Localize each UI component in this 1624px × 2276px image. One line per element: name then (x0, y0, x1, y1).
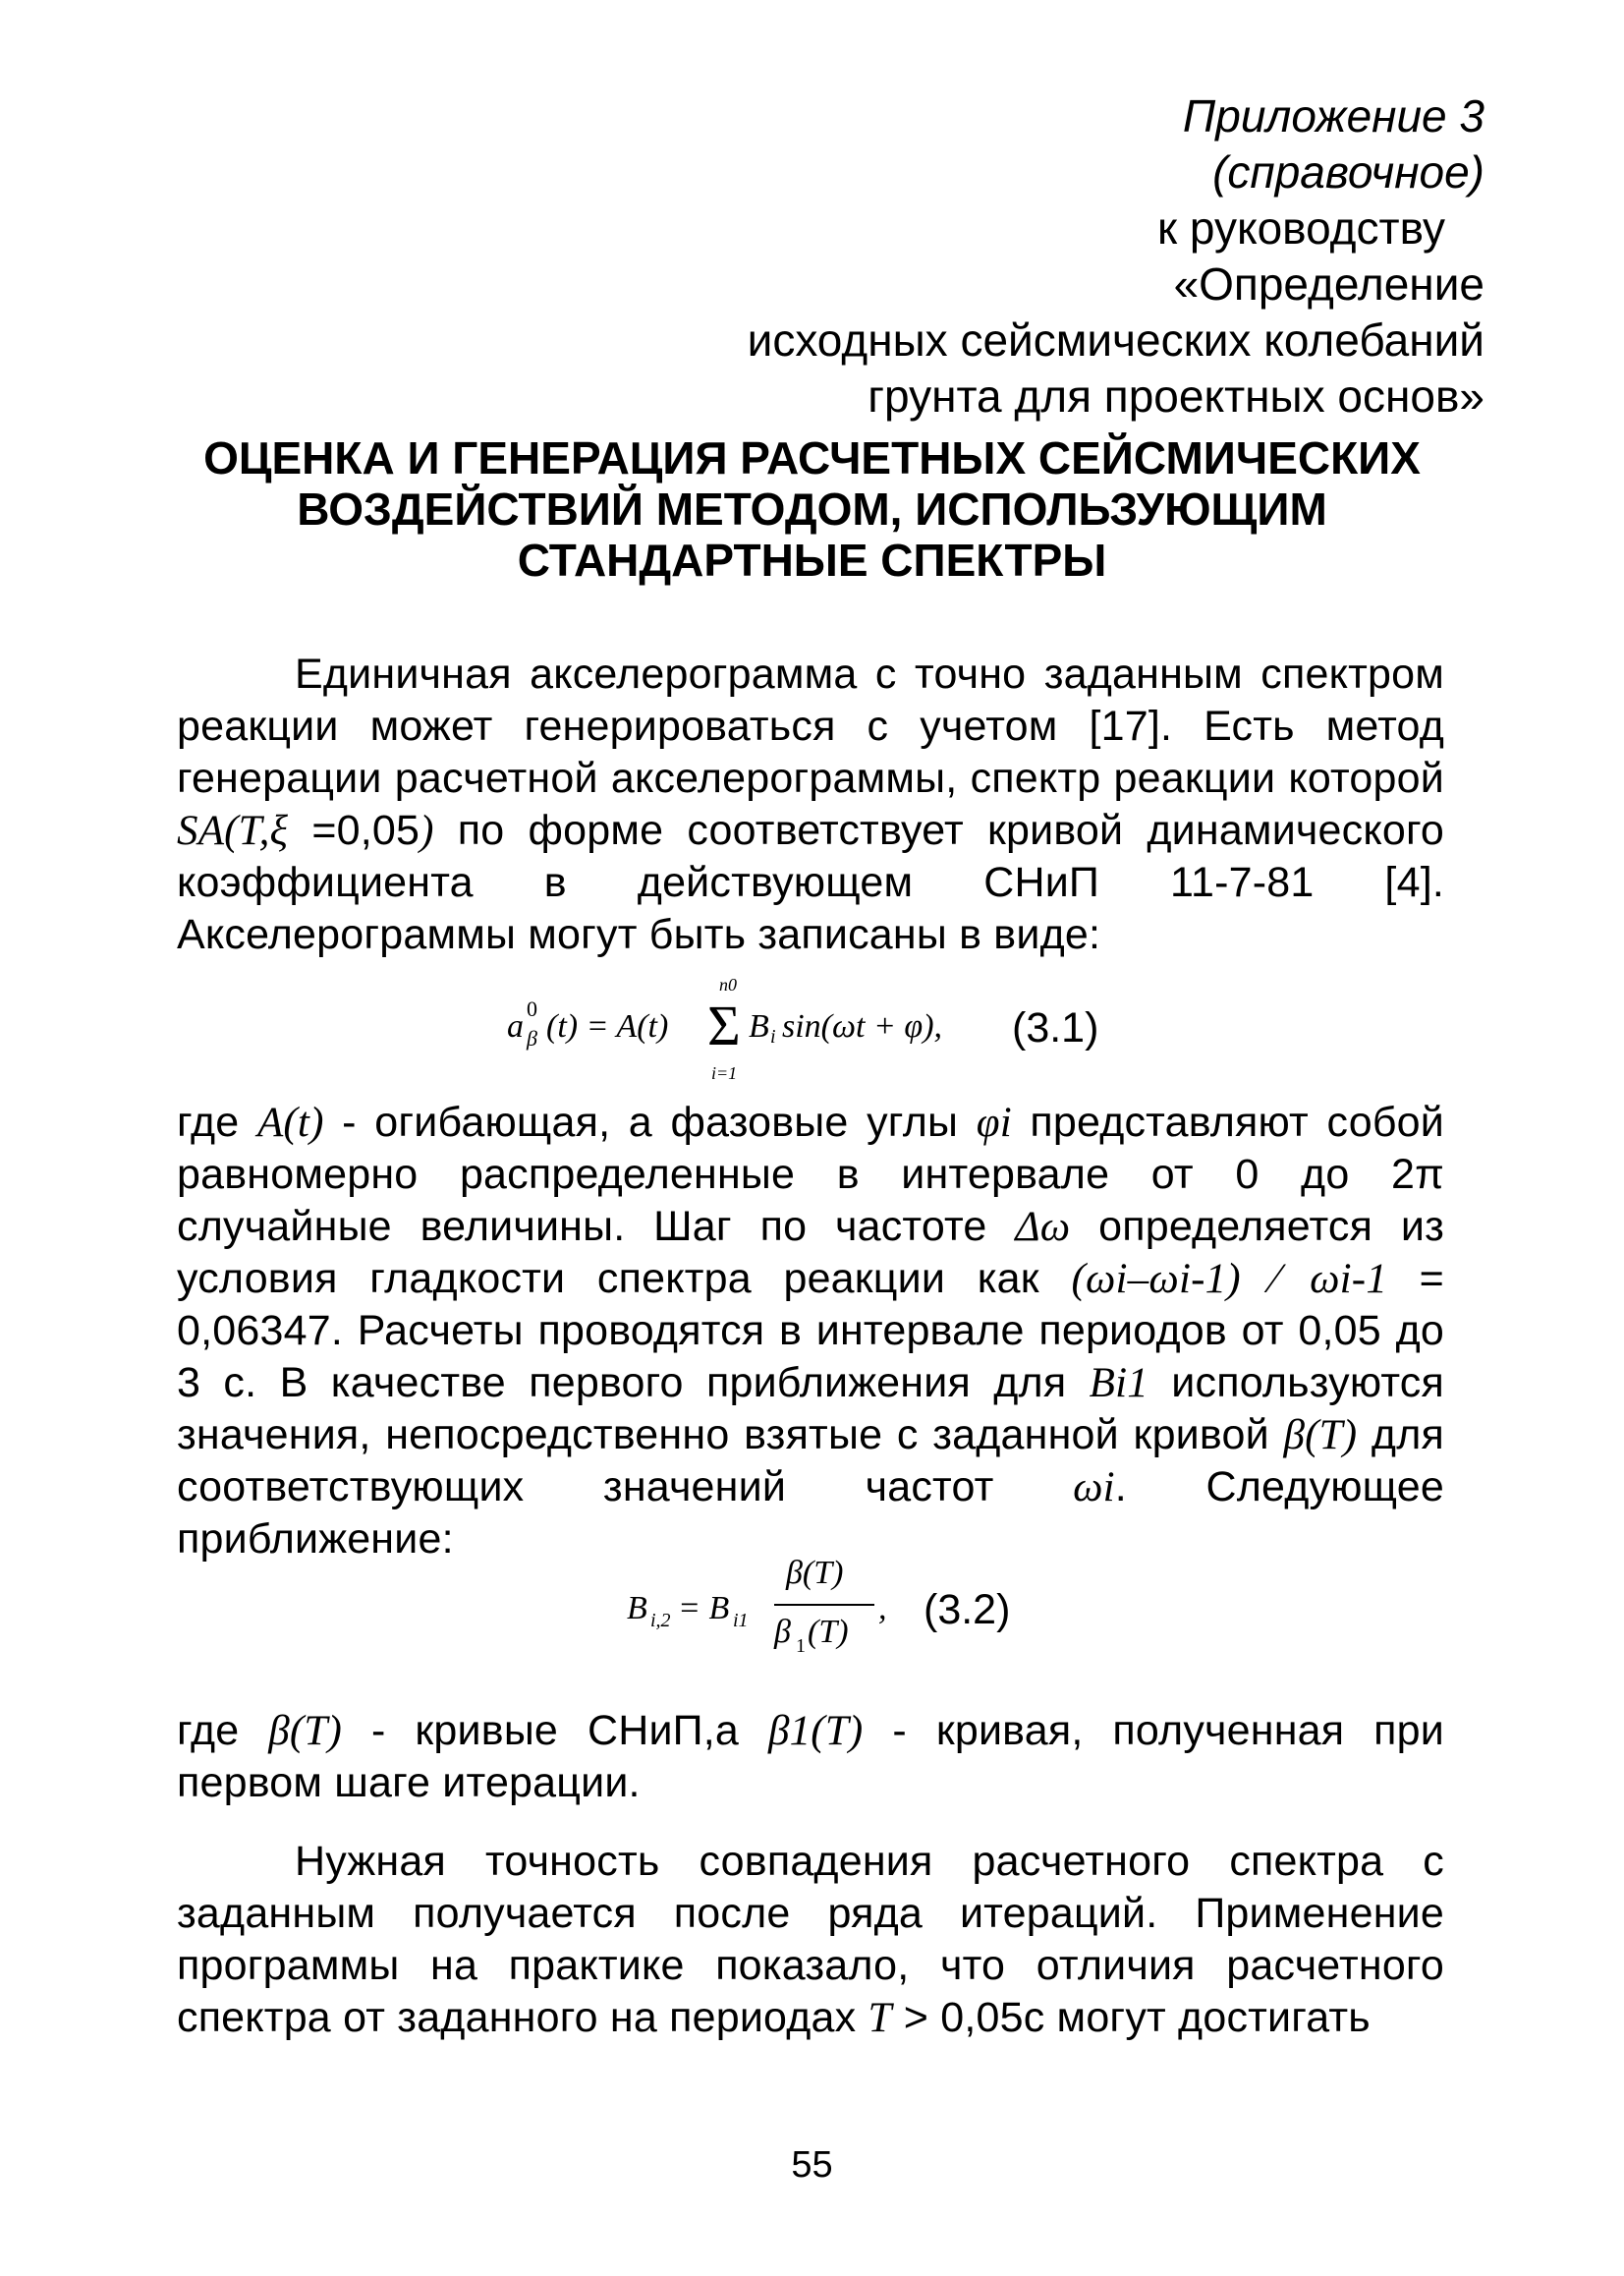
paragraph-3-text-a: где (177, 1707, 269, 1754)
symbol-sa: SA(T,ξ (177, 808, 289, 854)
appendix-header (600, 88, 1484, 425)
paragraph-2-text-c: представляют собой равномерно распределенные в интервале от 0 до 2π случайные величины. Шаг по частоте (177, 1099, 1444, 1250)
symbol-t: T (868, 1995, 892, 2041)
symbol-at: A(t) (256, 1100, 324, 1146)
paragraph-3 (177, 1705, 1444, 1809)
paragraph-1-text-b: =0,05 (288, 807, 420, 854)
eq2-comma: , (878, 1590, 887, 1626)
eq2-lhs: B (627, 1590, 647, 1626)
appendix-line4: «Определение (1173, 258, 1484, 310)
symbol-dw: Δω (1015, 1204, 1071, 1250)
eq1-sup: 0 (527, 996, 537, 1021)
eq1-sum: Σ (707, 994, 741, 1057)
paragraph-2-text-a: где (177, 1099, 257, 1146)
paragraph-3-text-b: - кривые СНиП,а (342, 1707, 768, 1754)
eq1-lhs: a (507, 1008, 524, 1045)
paragraph-4 (177, 1836, 1444, 2044)
eq2-numerator: β(T) (786, 1555, 844, 1591)
eq1-sub: β (527, 1026, 537, 1051)
appendix-line6: грунта для проектных основ» (868, 370, 1484, 422)
paragraph-1-text-c: по форме соответствует кривой динамического коэффициента в действующем СНиП 11-7-81 [4]. Акселерограммы могут быть записаны в виде: (177, 807, 1444, 958)
symbol-ratio: (ωi–ωi-1) ⁄ ωi-1 (1071, 1256, 1388, 1302)
title-line-1: ОЦЕНКА И ГЕНЕРАЦИЯ РАСЧЕТНЫХ СЕЙСМИЧЕСКИХ (203, 432, 1421, 484)
symbol-beta1: β1(T) (767, 1708, 864, 1754)
page-number: 55 (791, 2144, 833, 2186)
symbol-bi1: Bi1 (1089, 1360, 1148, 1406)
eq1-upper: n0 (719, 975, 737, 995)
paragraph-3-text-c: - кривая, полученная при первом шаге итерации. (177, 1707, 1444, 1806)
eq1-b-sub: i (770, 1026, 776, 1048)
eq2-den-tail: (T) (808, 1614, 849, 1650)
paragraph-2-text-e: = 0,06347. Расчеты проводятся в интервале периодов от 0,05 до 3 с. В качестве первого приближения для (177, 1255, 1444, 1406)
eq1-tail: sin(ωt + φ), (782, 1008, 943, 1045)
paragraph-1-text-a: Единичная акселерограмма с точно заданным спектром реакции может генерироваться с учетом [17]. Есть метод генерации расчетной акселерограммы, спектр реакции которой (177, 651, 1444, 802)
eq2-lhs-sub: i,2 (650, 1610, 671, 1631)
symbol-beta-t-2: β(T) (268, 1708, 343, 1754)
eq2-den-sub: 1 (796, 1635, 806, 1657)
eq1-b: B (749, 1008, 769, 1045)
appendix-type: (справочное) (1212, 146, 1484, 198)
paragraph-2-text-b: - огибающая, а фазовые углы (323, 1099, 977, 1146)
paragraph-2-text-f: используются значения, непосредственно взятые с заданной кривой (177, 1359, 1444, 1458)
paragraph-2-text-d: определяется из условия гладкости спектра реакции как (177, 1203, 1444, 1302)
title-line-2: ВОЗДЕЙСТВИЙ МЕТОДОМ, ИСПОЛЬЗУЮЩИМ (297, 484, 1327, 535)
symbol-wi: ωi (1073, 1464, 1115, 1510)
symbol-beta-t: β(T) (1283, 1412, 1358, 1458)
paragraph-4-text-b: > 0,05с могут достигать (891, 1994, 1371, 2041)
eq2-rhs-sub: i1 (733, 1610, 749, 1631)
eq2-eq: = B (678, 1590, 730, 1626)
eq2-den: β (774, 1614, 791, 1650)
paragraph-2 (177, 1097, 1444, 1565)
paragraph-2-text-g: для соответствующих значений частот (177, 1411, 1444, 1510)
eq1-number: (3.1) (1012, 1004, 1099, 1052)
eq1-arg: (t) = A(t) (546, 1008, 669, 1045)
symbol-phi: φi (976, 1100, 1012, 1146)
symbol-paren: ) (420, 808, 434, 854)
eq2-fraction-bar (774, 1604, 874, 1606)
paragraph-1 (177, 649, 1444, 961)
eq1-lower: i=1 (711, 1063, 738, 1083)
paragraph-4-text-a: Нужная точность совпадения расчетного спектра с заданным получается после ряда итераций. Применение программы на практике показало, что отличия расчетного спектра от заданного на периодах (177, 1838, 1444, 2041)
paragraph-2-text-h: . Следующее приближение: (177, 1463, 1444, 1563)
appendix-line5: исходных сейсмических колебаний (747, 314, 1484, 366)
eq2-number: (3.2) (924, 1586, 1011, 1633)
appendix-label: Приложение 3 (1182, 90, 1484, 142)
section-title (147, 432, 1477, 586)
appendix-line3: к руководству (1156, 202, 1445, 254)
title-line-3: СТАНДАРТНЫЕ СПЕКТРЫ (517, 535, 1107, 586)
